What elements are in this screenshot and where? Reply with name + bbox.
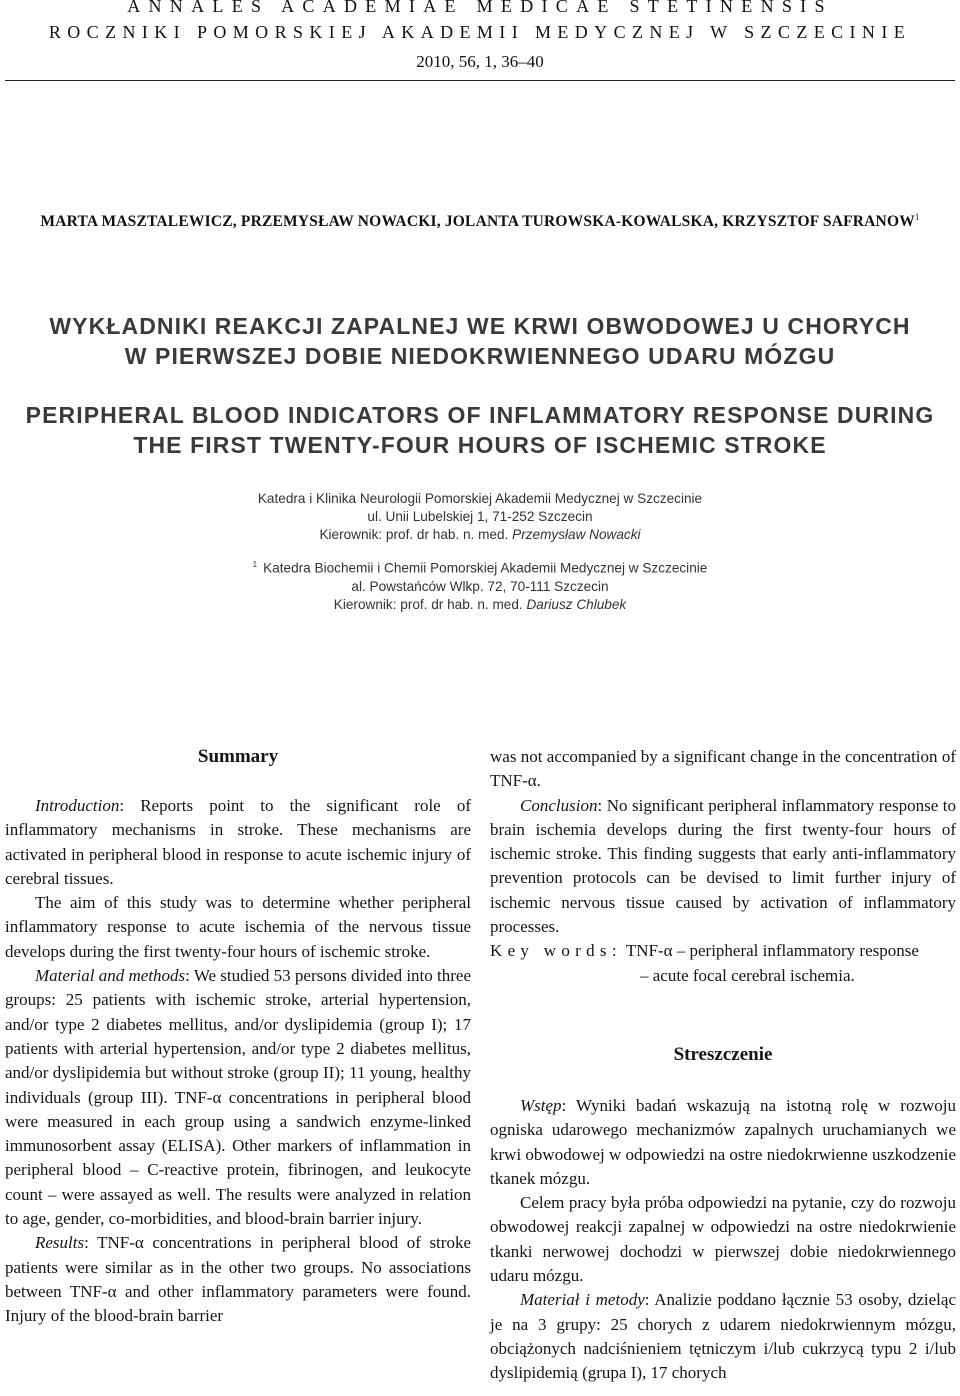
keywords: [490, 939, 956, 988]
issue-info: 2010, 56, 1, 36–40: [416, 52, 544, 71]
header-rule: [5, 80, 955, 81]
streszczenie-cel: Celem pracy była próba odpowiedzi na pytanie, czy do rozwoju obwodowej reakcji zapalnej w odpowiedzi na ostre niedokrwienie tkanki nerwowej dochodzi w pierwszej dobie niedokrwiennego udaru mózgu.: [490, 1193, 956, 1286]
affiliation-2: [0, 556, 960, 614]
metody-label: Materiał i metody: [520, 1290, 645, 1310]
wstep-label: Wstęp: [520, 1095, 562, 1115]
affiliation-1-head-name: Przemysław Nowacki: [512, 527, 641, 542]
affiliation-2-mark: 1: [252, 560, 258, 569]
affiliation-1-head-prefix: Kierownik: prof. dr hab. n. med.: [319, 527, 509, 542]
summary-conclusion: [490, 794, 956, 940]
results-text: : TNF-α concentrations in peripheral blood of stroke patients were similar as in the other two groups. No associations between TNF-α and other inflammatory parameters were found. Injury of the blood-brain barrier: [5, 1233, 471, 1326]
summary-aim: The aim of this study was to determine whether peripheral inflammatory response to acute ischemia of the nervous tissue develops during the first twenty-four hours of ischemic stroke.: [5, 893, 471, 961]
affiliation-1: [0, 490, 960, 544]
affiliation-2-address: al. Powstańców Wlkp. 72, 70-111 Szczecin: [351, 578, 609, 594]
streszczenie-wstep: [490, 1094, 956, 1191]
affiliation-1-name: Katedra i Klinika Neurologii Pomorskiej Akademii Medycznej w Szczecinie: [257, 491, 703, 506]
title-polish-line1: WYKŁADNIKI REAKCJI ZAPALNEJ WE KRWI OBWODOWEJ U CHORYCH: [49, 313, 911, 339]
affiliation-1-address: ul. Unii Lubelskiej 1, 71-252 Szczecin: [367, 509, 593, 524]
affiliation-2-name: Katedra Biochemii i Chemii Pomorskiej Akademii Medycznej w Szczecinie: [263, 560, 708, 576]
author-list: [0, 212, 960, 231]
journal-name-latin: ANNALES ACADEMIAE MEDICAE STETINENSIS: [127, 0, 833, 16]
conclusion-text: : No significant peripheral inflammatory response to brain ischemia develops during the first twenty-four hours of ischemic stroke. This finding suggests that early anti-inflammatory prevention protocols can be devised to limit further injury of ischemic nervous tissue caused by activation of inflammatory processes.: [490, 795, 956, 937]
author-names: MARTA MASZTALEWICZ, PRZEMYSŁAW NOWACKI, JOLANTA TUROWSKA-KOWALSKA, KRZYSZTOF SAFRANOW: [40, 213, 915, 231]
summary-heading: Summary: [197, 746, 279, 767]
right-column: [490, 745, 956, 1386]
methods-text: : We studied 53 persons divided into three groups: 25 patients with ischemic stroke, arterial hypertension, and/or type 2 diabetes mellitus, and/or dyslipidemia (group I); 17 patients with arterial hypertension, and/or type 2 diabetes mellitus, and/or dyslipidemia but without stroke (group II); 11 young, healthy individuals (group III). TNF-α concentrations in peripheral blood were measured in each group using a sandwich enzyme-linked immunosorbent assay (ELISA). Other markers of inflammation in peripheral blood – C-reactive protein, fibrinogen, and leukocyte count – were assayed as well. The results were analyzed in relation to age, gender, co-morbidities, and blood-brain barrier injury.: [5, 966, 472, 1229]
introduction-label: Introduction: [35, 796, 120, 815]
affiliation-2-head: [0, 596, 960, 614]
summary-methods: [5, 964, 471, 1231]
streszczenie-metody: [490, 1288, 956, 1385]
affiliation-2-head-prefix: Kierownik: prof. dr hab. n. med.: [333, 596, 523, 612]
keywords-line2: – acute focal cerebral ischemia.: [640, 965, 855, 985]
left-column: [5, 744, 471, 1329]
streszczenie-heading: Streszczenie: [673, 1043, 773, 1065]
metody-text: : Analizie poddano łącznie 53 osoby, dzieląc je na 3 grupy: 25 chorych z udarem niedokrwiennym mózgu, obciążonych nadciśnieniem tętniczym i/lub cukrzycą typu 2 i/lub dyslipidemią (grupa I), 17 chorych: [490, 1290, 956, 1383]
wstep-text: : Wyniki badań wskazują na istotną rolę w rozwoju ogniska udarowego mechanizmów zapalnych uruchamianych we krwi obwodowej w odpowiedzi na ostre niedokrwienne uszkodzenie tkanek mózgu.: [490, 1095, 956, 1188]
title-english-line2: THE FIRST TWENTY-FOUR HOURS OF ISCHEMIC STROKE: [133, 432, 827, 458]
title-polish: [0, 311, 960, 371]
conclusion-label: Conclusion: [520, 795, 598, 815]
author-affiliation-mark: 1: [914, 212, 920, 222]
keywords-label: Key words:: [490, 941, 622, 961]
summary-results-continued: was not accompanied by a significant change in the concentration of TNF-α.: [490, 747, 956, 791]
results-label: Results: [35, 1233, 85, 1253]
summary-results: [5, 1231, 471, 1328]
keywords-line1: TNF-α – peripheral inflammatory response: [625, 941, 919, 961]
title-english: [0, 400, 960, 460]
methods-label: Material and methods: [35, 966, 186, 986]
title-polish-line2: W PIERWSZEJ DOBIE NIEDOKRWIENNEGO UDARU MÓZGU: [124, 343, 836, 369]
summary-introduction: [5, 794, 471, 891]
journal-name-polish: ROCZNIKI POMORSKIEJ AKADEMII MEDYCZNEJ W SZCZECINIE: [48, 22, 912, 42]
title-english-line1: PERIPHERAL BLOOD INDICATORS OF INFLAMMATORY RESPONSE DURING: [25, 402, 935, 428]
affiliation-2-head-name: Dariusz Chlubek: [526, 596, 627, 612]
introduction-text: : Reports point to the significant role of inflammatory mechanisms in stroke. These mechanisms are activated in peripheral blood in response to acute ischemic injury of cerebral tissues.: [5, 796, 471, 888]
affiliation-1-head: [0, 526, 960, 544]
affiliation-2-name-line: [0, 556, 960, 578]
